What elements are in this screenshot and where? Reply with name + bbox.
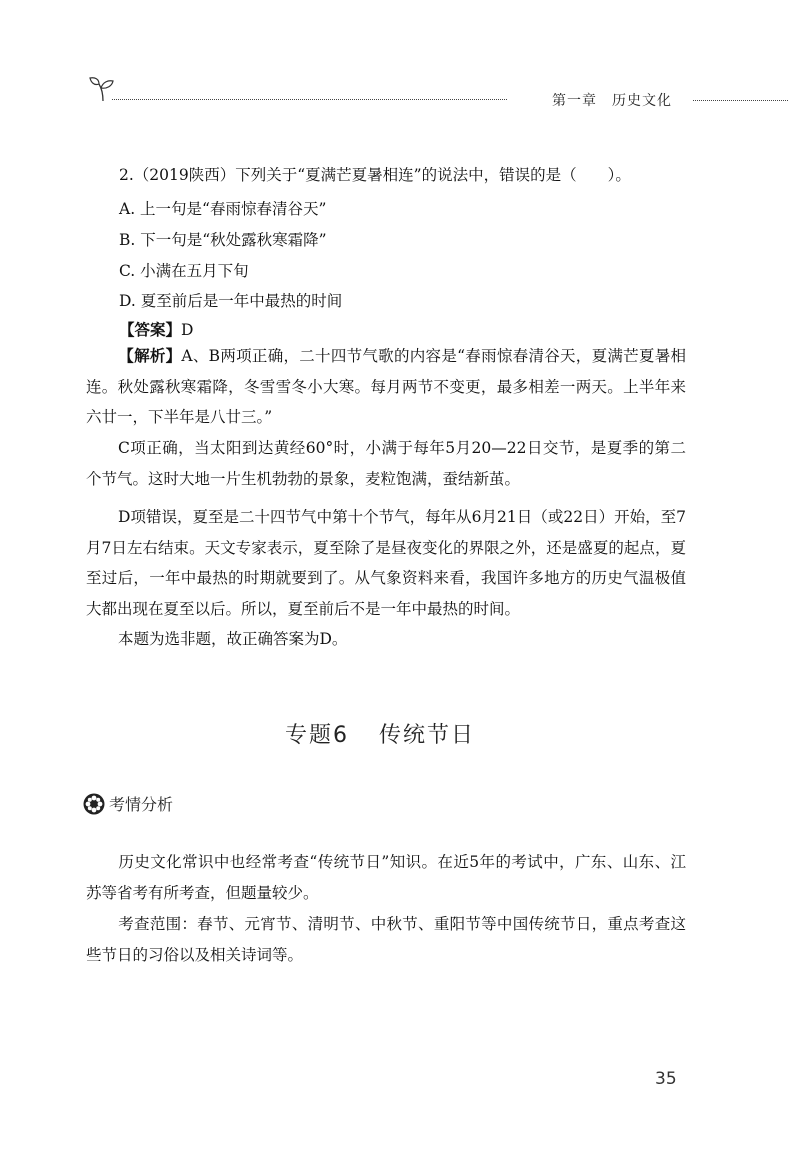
topic-number: 专题6 [284, 723, 349, 748]
header-dotted-rule-right [693, 100, 788, 101]
option-b: B. 下一句是“秋处露秋寒霜降” [119, 231, 327, 249]
option-c: C. 小满在五月下旬 [119, 262, 249, 280]
subsection-title: 考情分析 [109, 795, 174, 814]
flower-badge-icon [83, 793, 105, 815]
option-a: A. 上一句是“春雨惊春清谷天” [119, 200, 327, 218]
conclusion-text: 本题为选非题，故正确答案为D。 [118, 630, 348, 648]
question-stem: 2.（2019陕西）下列关于“夏满芒夏暑相连”的说法中，错误的是（ ）。 [119, 166, 631, 184]
option-d: D. 夏至前后是一年中最热的时间 [119, 292, 343, 310]
answer-line [119, 319, 193, 341]
section-text-2: 考查范围：春节、元宵节、清明节、中秋节、重阳节等中国传统节日，重点考查这些节日的习俗以及相关诗词等。 [86, 915, 686, 964]
section-paragraph-2 [86, 909, 686, 970]
conclusion-paragraph [86, 624, 686, 655]
section-paragraph-1 [86, 847, 686, 908]
header-dotted-rule-left [112, 99, 507, 100]
analysis-paragraph-1 [86, 341, 686, 433]
analysis-label: 【解析】 [118, 346, 182, 365]
analysis-paragraph-3 [86, 502, 686, 624]
page-number: 35 [655, 1069, 677, 1089]
analysis-text-2: C项正确，当太阳到达黄经60°时，小满于每年5月20—22日交节，是夏季的第二个节气。这时大地一片生机勃勃的景象，麦粒饱满，蚕结新茧。 [86, 439, 686, 488]
running-header-chapter: 第一章 历史文化 [552, 93, 672, 109]
answer-value: D [181, 321, 194, 339]
analysis-text-1: A、B两项正确，二十四节气歌的内容是“春雨惊春清谷天，夏满芒夏暑相连。秋处露秋寒霜降，冬雪雪冬小大寒。每月两节不变更，最多相差一两天。上半年来六廿一，下半年是八廿三。” [86, 347, 686, 426]
analysis-paragraph-2 [86, 433, 686, 494]
topic-name: 传统节日 [378, 723, 475, 748]
analysis-text-3: D项错误，夏至是二十四节气中第十个节气，每年从6月21日（或22日）开始，至7月7日左右结束。天文专家表示，夏至除了是昼夜变化的界限之外，还是盛夏的起点，夏至过后，一年中最热的时期就要到了。从气象资料来看，我国许多地方的历史气温极值大都出现在夏至以后。所以，夏至前后不是一年中最热的时间。 [86, 508, 686, 618]
section-text-1: 历史文化常识中也经常考查“传统节日”知识。在近5年的考试中，广东、山东、江苏等省考有所考查，但题量较少。 [86, 853, 686, 902]
section-title [0, 718, 760, 749]
answer-label: 【答案】 [119, 320, 182, 339]
